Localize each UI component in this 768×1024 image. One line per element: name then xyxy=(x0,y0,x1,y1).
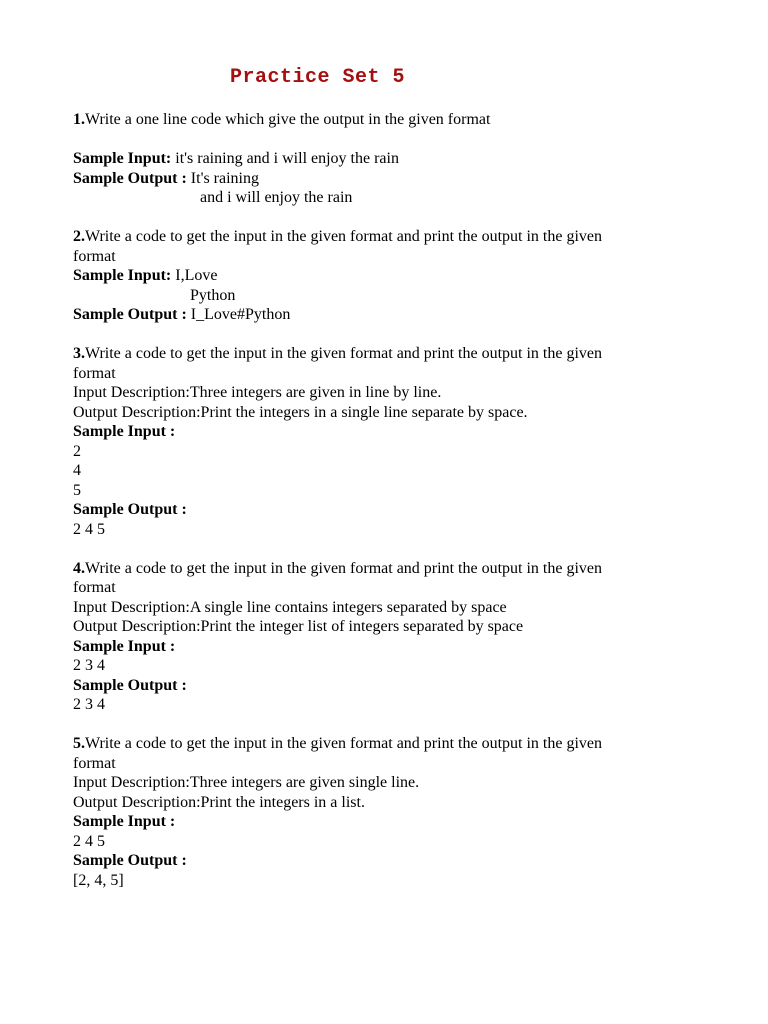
question-5-text-cont: format xyxy=(73,754,116,772)
sample-input-value: 4 xyxy=(73,462,81,479)
question-4-text-cont: format xyxy=(73,579,116,596)
sample-output-label: Sample Output : xyxy=(73,501,187,518)
sample-input-value: 2 xyxy=(73,442,81,460)
question-number: 4. xyxy=(73,559,85,577)
question-5-text xyxy=(73,734,713,754)
sample-input-label: Sample Input : xyxy=(73,637,176,655)
sample-output-value: 2 3 4 xyxy=(73,696,105,713)
sample-input-value: 2 3 4 xyxy=(73,657,105,674)
sample-output-label: Sample Output : xyxy=(73,169,187,187)
q5-output-description: Output Description:Print the integers in a list. xyxy=(73,793,365,811)
question-text: Write a code to get the input in the given format and print the output in the given xyxy=(85,559,602,577)
question-2-text xyxy=(73,227,713,247)
q4-output-description: Output Description:Print the integer list of integers separated by space xyxy=(73,618,524,635)
question-number: 1. xyxy=(73,111,85,128)
sample-input-value: it's raining and i will enjoy the rain xyxy=(171,150,399,167)
q4-input-description: Input Description:A single line contains integers separated by space xyxy=(73,598,507,616)
question-number: 2. xyxy=(73,228,85,245)
question-3-text-cont: format xyxy=(73,364,116,382)
sample-output-value: It's raining xyxy=(186,169,259,187)
sample-input-value: 5 xyxy=(73,481,81,499)
sample-input-label: Sample Input : xyxy=(73,813,176,830)
sample-output-value: I_Love#Python xyxy=(186,306,291,323)
question-number: 5. xyxy=(73,735,85,752)
q3-input-description: Input Description:Three integers are given in line by line. xyxy=(73,384,442,401)
q3-output-description: Output Description:Print the integers in a single line separate by space. xyxy=(73,403,528,421)
page-title: Practice Set 5 xyxy=(230,66,406,89)
q5-input-description: Input Description:Three integers are given single line. xyxy=(73,774,420,791)
sample-output-label: Sample Output : xyxy=(73,306,187,323)
question-text: Write a code to get the input in the given format and print the output in the given xyxy=(85,345,602,362)
sample-input-label: Sample Input : xyxy=(73,423,176,440)
q2-sample-input-cont: Python xyxy=(190,286,236,304)
q1-sample-output-cont: and i will enjoy the rain xyxy=(200,189,353,206)
q1-sample-output xyxy=(73,169,713,189)
sample-output-value: 2 4 5 xyxy=(73,520,105,538)
sample-output-label: Sample Output : xyxy=(73,852,187,869)
sample-output-value: [2, 4, 5] xyxy=(73,871,124,889)
sample-input-value: 2 4 5 xyxy=(73,832,105,850)
sample-output-label: Sample Output : xyxy=(73,676,187,694)
sample-input-label: Sample Input: xyxy=(73,150,172,167)
sample-input-value: I,Love xyxy=(171,267,218,284)
question-2-text-cont: format xyxy=(73,247,116,265)
q2-sample-output xyxy=(73,305,713,325)
question-1-text xyxy=(73,110,713,130)
question-text: Write a code to get the input in the given format and print the output in the given xyxy=(85,228,602,245)
sample-input-label: Sample Input: xyxy=(73,267,172,284)
question-number: 3. xyxy=(73,345,85,362)
document-body xyxy=(73,110,713,890)
q2-sample-input xyxy=(73,266,713,286)
question-text: Write a code to get the input in the given format and print the output in the given xyxy=(85,735,602,752)
question-text: Write a one line code which give the output in the given format xyxy=(85,111,491,128)
question-4-text xyxy=(73,559,713,579)
question-3-text xyxy=(73,344,713,364)
q1-sample-input xyxy=(73,149,713,169)
